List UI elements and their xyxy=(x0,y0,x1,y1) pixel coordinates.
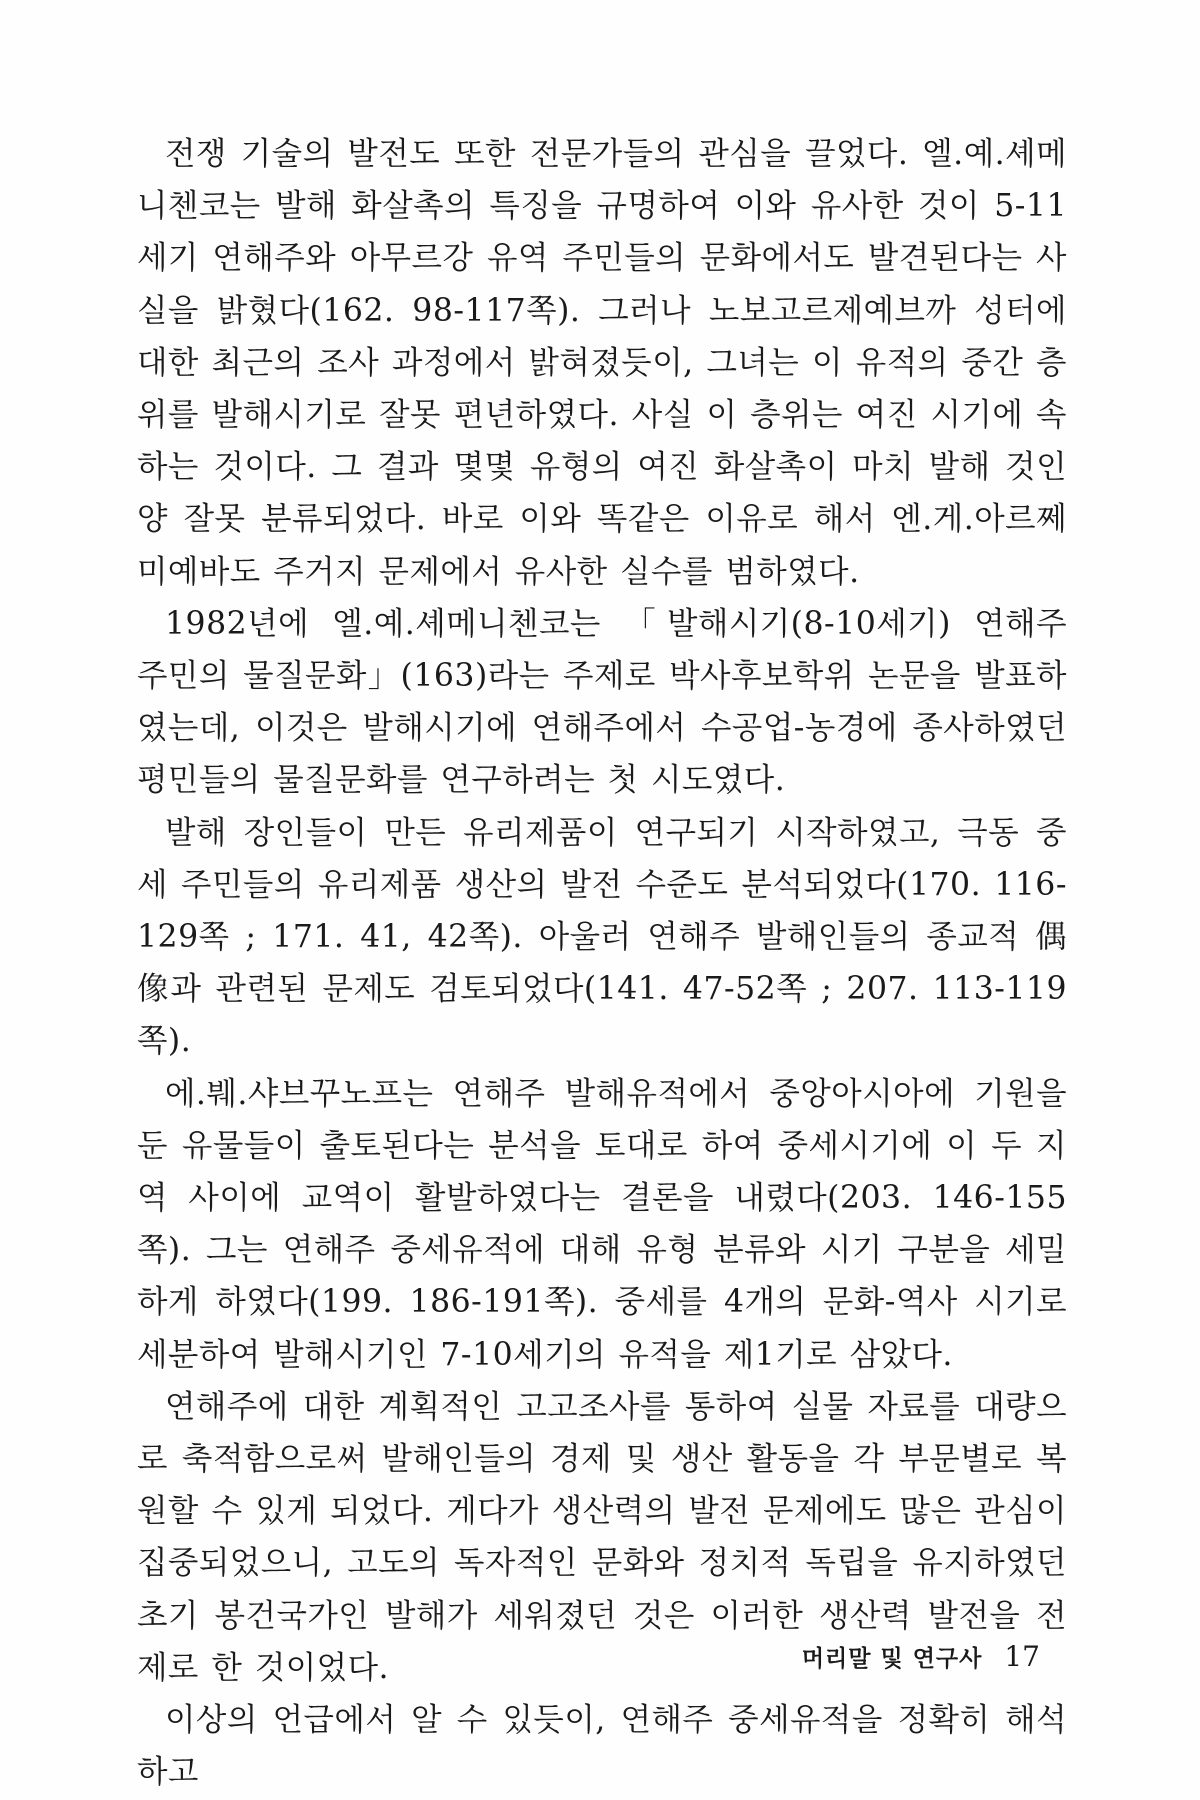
page-number: 17 xyxy=(1004,1640,1040,1673)
paragraph-1: 전쟁 기술의 발전도 또한 전문가들의 관심을 끌었다. 엘.예.셰메니첸코는 발해 화살촉의 특징을 규명하여 이와 유사한 것이 5-11세기 연해주와 아무르강 유역 주민들의 문화에서도 발견된다는 사실을 밝혔다(162. 98-117쪽). 그러나 노보고르제예브까 성터에 대한 최근의 조사 과정에서 밝혀졌듯이, 그녀는 이 유적의 중간 층위를 발해시기로 잘못 편년하였다. 사실 이 층위는 여진 시기에 속하는 것이다. 그 결과 몇몇 유형의 여진 화살촉이 마치 발해 것인 양 잘못 분류되었다. 바로 이와 똑같은 이유로 해서 엔.게.아르쩨미예바도 주거지 문제에서 유사한 실수를 범하였다. xyxy=(137,136,1067,590)
body-text xyxy=(137,128,1067,1799)
paragraph-4: 에.붸.샤브꾸노프는 연해주 발해유적에서 중앙아시아에 기원을 둔 유물들이 출토된다는 분석을 토대로 하여 중세시기에 이 두 지역 사이에 교역이 활발하였다는 결론을 내렸다(203. 146-155쪽). 그는 연해주 중세유적에 대해 유형 분류와 시기 구분을 세밀하게 하였다(199. 186-191쪽). 중세를 4개의 문화-역사 시기로 세분하여 발해시기인 7-10세기의 유적을 제1기로 삼았다. xyxy=(137,1075,1067,1373)
paragraph-5: 연해주에 대한 계획적인 고고조사를 통하여 실물 자료를 대량으로 축적함으로써 발해인들의 경제 및 생산 활동을 각 부문별로 복원할 수 있게 되었다. 게다가 생산력의 발전 문제에도 많은 관심이 집중되었으니, 고도의 독자적인 문화와 정치적 독립을 유지하였던 초기 봉건국가인 발해가 세워졌던 것은 이러한 생산력 발전을 전제로 한 것이었다. xyxy=(137,1388,1067,1686)
page-footer xyxy=(800,1640,1040,1680)
paragraph-2: 1982년에 엘.예.셰메니첸코는 「발해시기(8-10세기) 연해주 주민의 물질문화」(163)라는 주제로 박사후보학위 논문을 발표하였는데, 이것은 발해시기에 연해주에서 수공업-농경에 종사하였던 평민들의 물질문화를 연구하려는 첫 시도였다. xyxy=(137,605,1067,799)
paragraph-6: 이상의 언급에서 알 수 있듯이, 연해주 중세유적을 정확히 해석하고 xyxy=(137,1702,1067,1791)
paragraph-3: 발해 장인들이 만든 유리제품이 연구되기 시작하였고, 극동 중세 주민들의 유리제품 생산의 발전 수준도 분석되었다(170. 116-129쪽 ; 171. 41, 42쪽). 아울러 연해주 발해인들의 종교적 偶像과 관련된 문제도 검토되었다(141. 47-52쪽 ; 207. 113-119쪽). xyxy=(137,814,1067,1060)
running-footer-title: 머리말 및 연구사 xyxy=(801,1646,983,1672)
